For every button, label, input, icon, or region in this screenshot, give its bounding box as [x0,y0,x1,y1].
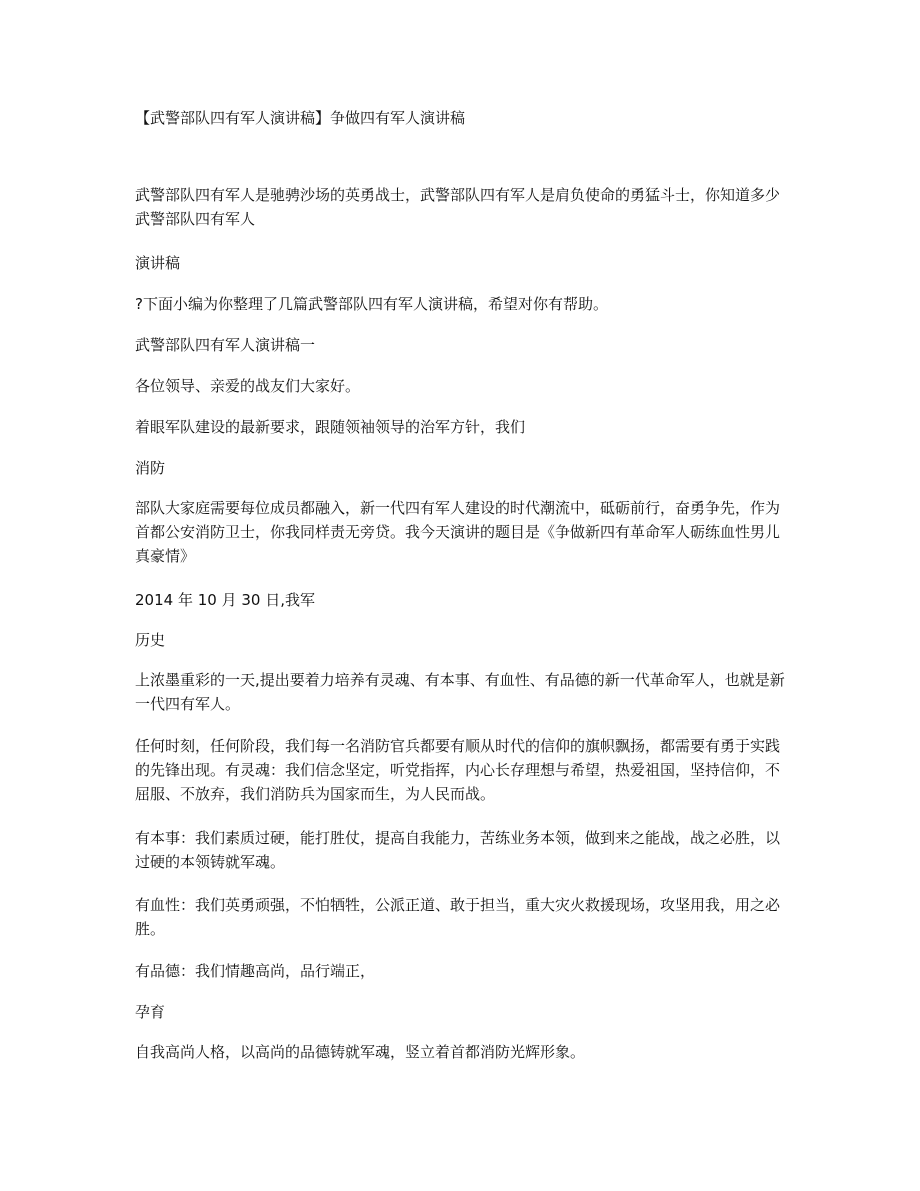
paragraph-date: 2014 年 10 月 30 日,我军 [135,591,315,609]
paragraph-speech-word: 演讲稿 [135,254,181,272]
paragraph-speech-one-heading: 武警部队四有军人演讲稿一 [135,336,316,354]
paragraph-courage: 有血性：我们英勇顽强，不怕牺牲，公派正道、敢于担当，重大灾火救援现场，攻坚用我，用之必胜。 [135,896,781,938]
paragraph-fire: 消防 [135,459,166,477]
paragraph-character: 自我高尚人格，以高尚的品德铸就军魂，竖立着首都消防光辉形象。 [135,1043,586,1061]
paragraph-unit: 部队大家庭需要每位成员都融入，新一代四有军人建设的时代潮流中，砥砺前行，奋勇争先，作为首都公安消防卫士，你我同样责无旁贷。我今天演讲的题目是《争做新四有革命军人砺练血性男儿真豪情》 [135,499,781,565]
paragraph-soul: 任何时刻，任何阶段，我们每一名消防官兵都要有顺从时代的信仰的旗帜飘扬，都需要有勇于实践的先锋出现。有灵魂：我们信念坚定，听党指挥，内心长存理想与希望，热爱祖国，坚持信仰，不屈服、不放弃，我们消防兵为国家而生，为人民而战。 [135,737,781,803]
paragraph-four-qualities: 上浓墨重彩的一天,提出要着力培养有灵魂、有本事、有血性、有品德的新一代革命军人，也就是新一代四有军人。 [135,671,785,713]
paragraph-focus: 着眼军队建设的最新要求，跟随领袖领导的治军方针，我们 [135,418,526,436]
paragraph-nurture: 孕育 [135,1003,166,1021]
document-title: 【武警部队四有军人演讲稿】争做四有军人演讲稿 [135,109,466,127]
paragraph-skill: 有本事：我们素质过硬，能打胜仗，提高自我能力，苦练业务本领，做到来之能战，战之必胜，以过硬的本领铸就军魂。 [135,829,781,871]
paragraph-intro: 武警部队四有军人是驰骋沙场的英勇战士，武警部队四有军人是肩负使命的勇猛斗士，你知道多少武警部队四有军人 [135,186,781,228]
paragraph-morality: 有品德：我们情趣高尚，品行端正， [135,962,376,980]
paragraph-editor-note: ?下面小编为你整理了几篇武警部队四有军人演讲稿，希望对你有帮助。 [135,295,608,313]
paragraph-history: 历史 [135,631,166,649]
paragraph-greeting: 各位领导、亲爱的战友们大家好。 [135,377,361,395]
